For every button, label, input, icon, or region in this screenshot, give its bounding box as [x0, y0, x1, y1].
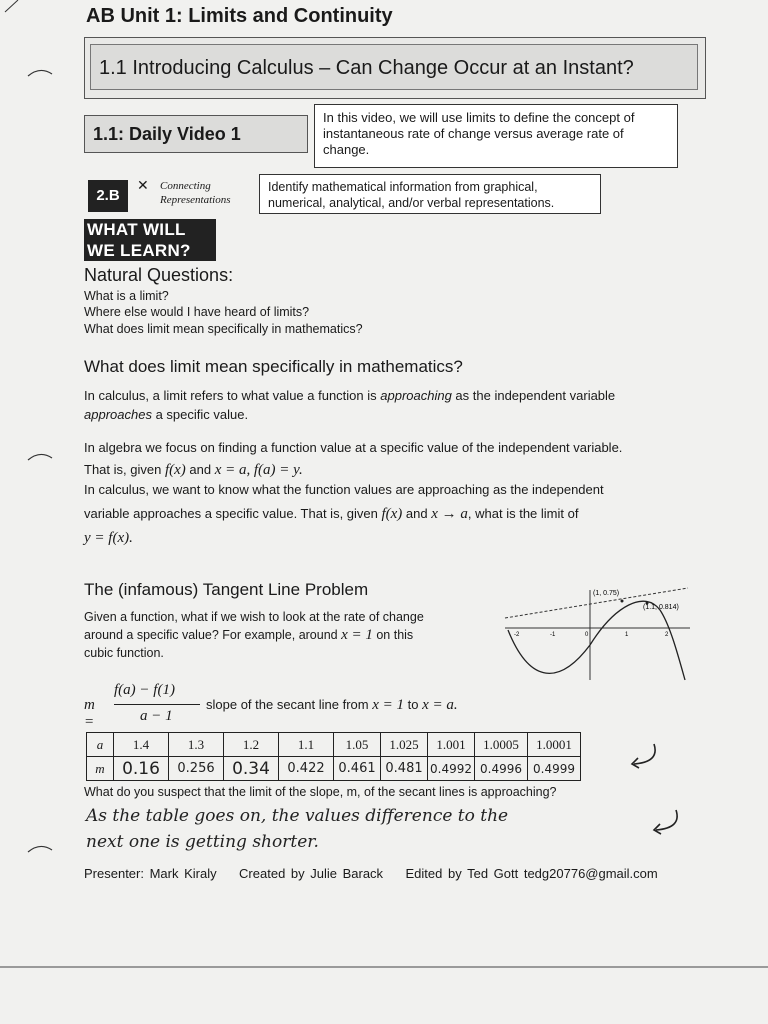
question-item: What is a limit? — [84, 289, 169, 303]
page-title: AB Unit 1: Limits and Continuity — [86, 5, 393, 27]
tick-label: 2 — [665, 632, 669, 638]
tick-label: 1 — [625, 632, 629, 638]
limit-section-heading: What does limit mean specifically in mathematics? — [84, 357, 463, 376]
page-divider — [0, 966, 768, 968]
return-arrow-icon — [626, 740, 662, 772]
skill-label: Connecting Representations — [160, 180, 231, 206]
skill-badge: 2.B — [88, 180, 128, 212]
fraction-bar — [114, 704, 200, 705]
handwritten-answer: next one is getting shorter. — [86, 832, 319, 852]
point-marker — [621, 600, 624, 603]
tangent-heading: The (infamous) Tangent Line Problem — [84, 580, 369, 599]
secant-slope-table — [86, 732, 581, 781]
return-arrow-icon — [648, 806, 684, 838]
natural-questions-heading: Natural Questions: — [84, 265, 234, 285]
tangent-paragraph: Given a function, what if we wish to look at the rate of change around a specific value? For example, around x = 1 on this cubic function. — [84, 610, 424, 660]
crossed-arrows-icon: ✕ — [137, 177, 149, 193]
limit-question: What do you suspect that the limit of the slope, m, of the secant lines is approaching? — [84, 785, 557, 799]
point-label: (1, 0.75) — [593, 590, 620, 597]
skill-description: Identify mathematical information from graphical, numerical, analytical, and/or verbal representations. — [259, 174, 601, 214]
algebra-paragraph: In algebra we focus on finding a function value at a specific value of the independent variable. That is, given f(x) and x = a, f(a) = y. In calculus, we want to know what the function values are approaching as the independent variable approaches a specific value. That is, given f(x) and x → a, what is the limit of y = f(x). — [84, 440, 623, 546]
tick-label: -2 — [514, 632, 520, 638]
video-intro: In this video, we will use limits to define the concept of instantaneous rate of change versus average rate of change. — [314, 104, 678, 168]
table-row: m 0.16 0.256 0.34 0.422 0.461 0.481 0.4992 0.4996 0.4999 — [87, 757, 581, 781]
question-item: Where else would I have heard of limits? — [84, 305, 310, 319]
question-item: What does limit mean specifically in mathematics? — [84, 322, 363, 336]
handwritten-answer: As the table goes on, the values difference to the — [86, 806, 509, 826]
tick-label: 0 — [585, 632, 589, 638]
credits-footer: Presenter: Mark Kiraly Created by Julie Barack Edited by Ted Gott tedg20776@gmail.com — [84, 866, 658, 881]
cubic-graph — [500, 585, 695, 685]
video-title: 1.1: Daily Video 1 — [84, 115, 308, 153]
lesson-title: 1.1 Introducing Calculus – Can Change Occur at an Instant? — [90, 44, 698, 90]
cubic-curve — [508, 601, 685, 680]
tick-label: -1 — [550, 632, 556, 638]
margin-marks — [0, 0, 60, 860]
table-row: a 1.4 1.3 1.2 1.1 1.05 1.025 1.001 1.0005 1.0001 — [87, 733, 581, 757]
limit-definition: In calculus, a limit refers to what value a function is approaching as the independent variable approaches a specific value. — [84, 388, 616, 422]
point-label: (1.1, 0.814) — [643, 604, 679, 611]
what-will-we-learn-banner: WHAT WILL WE LEARN? — [84, 219, 216, 261]
